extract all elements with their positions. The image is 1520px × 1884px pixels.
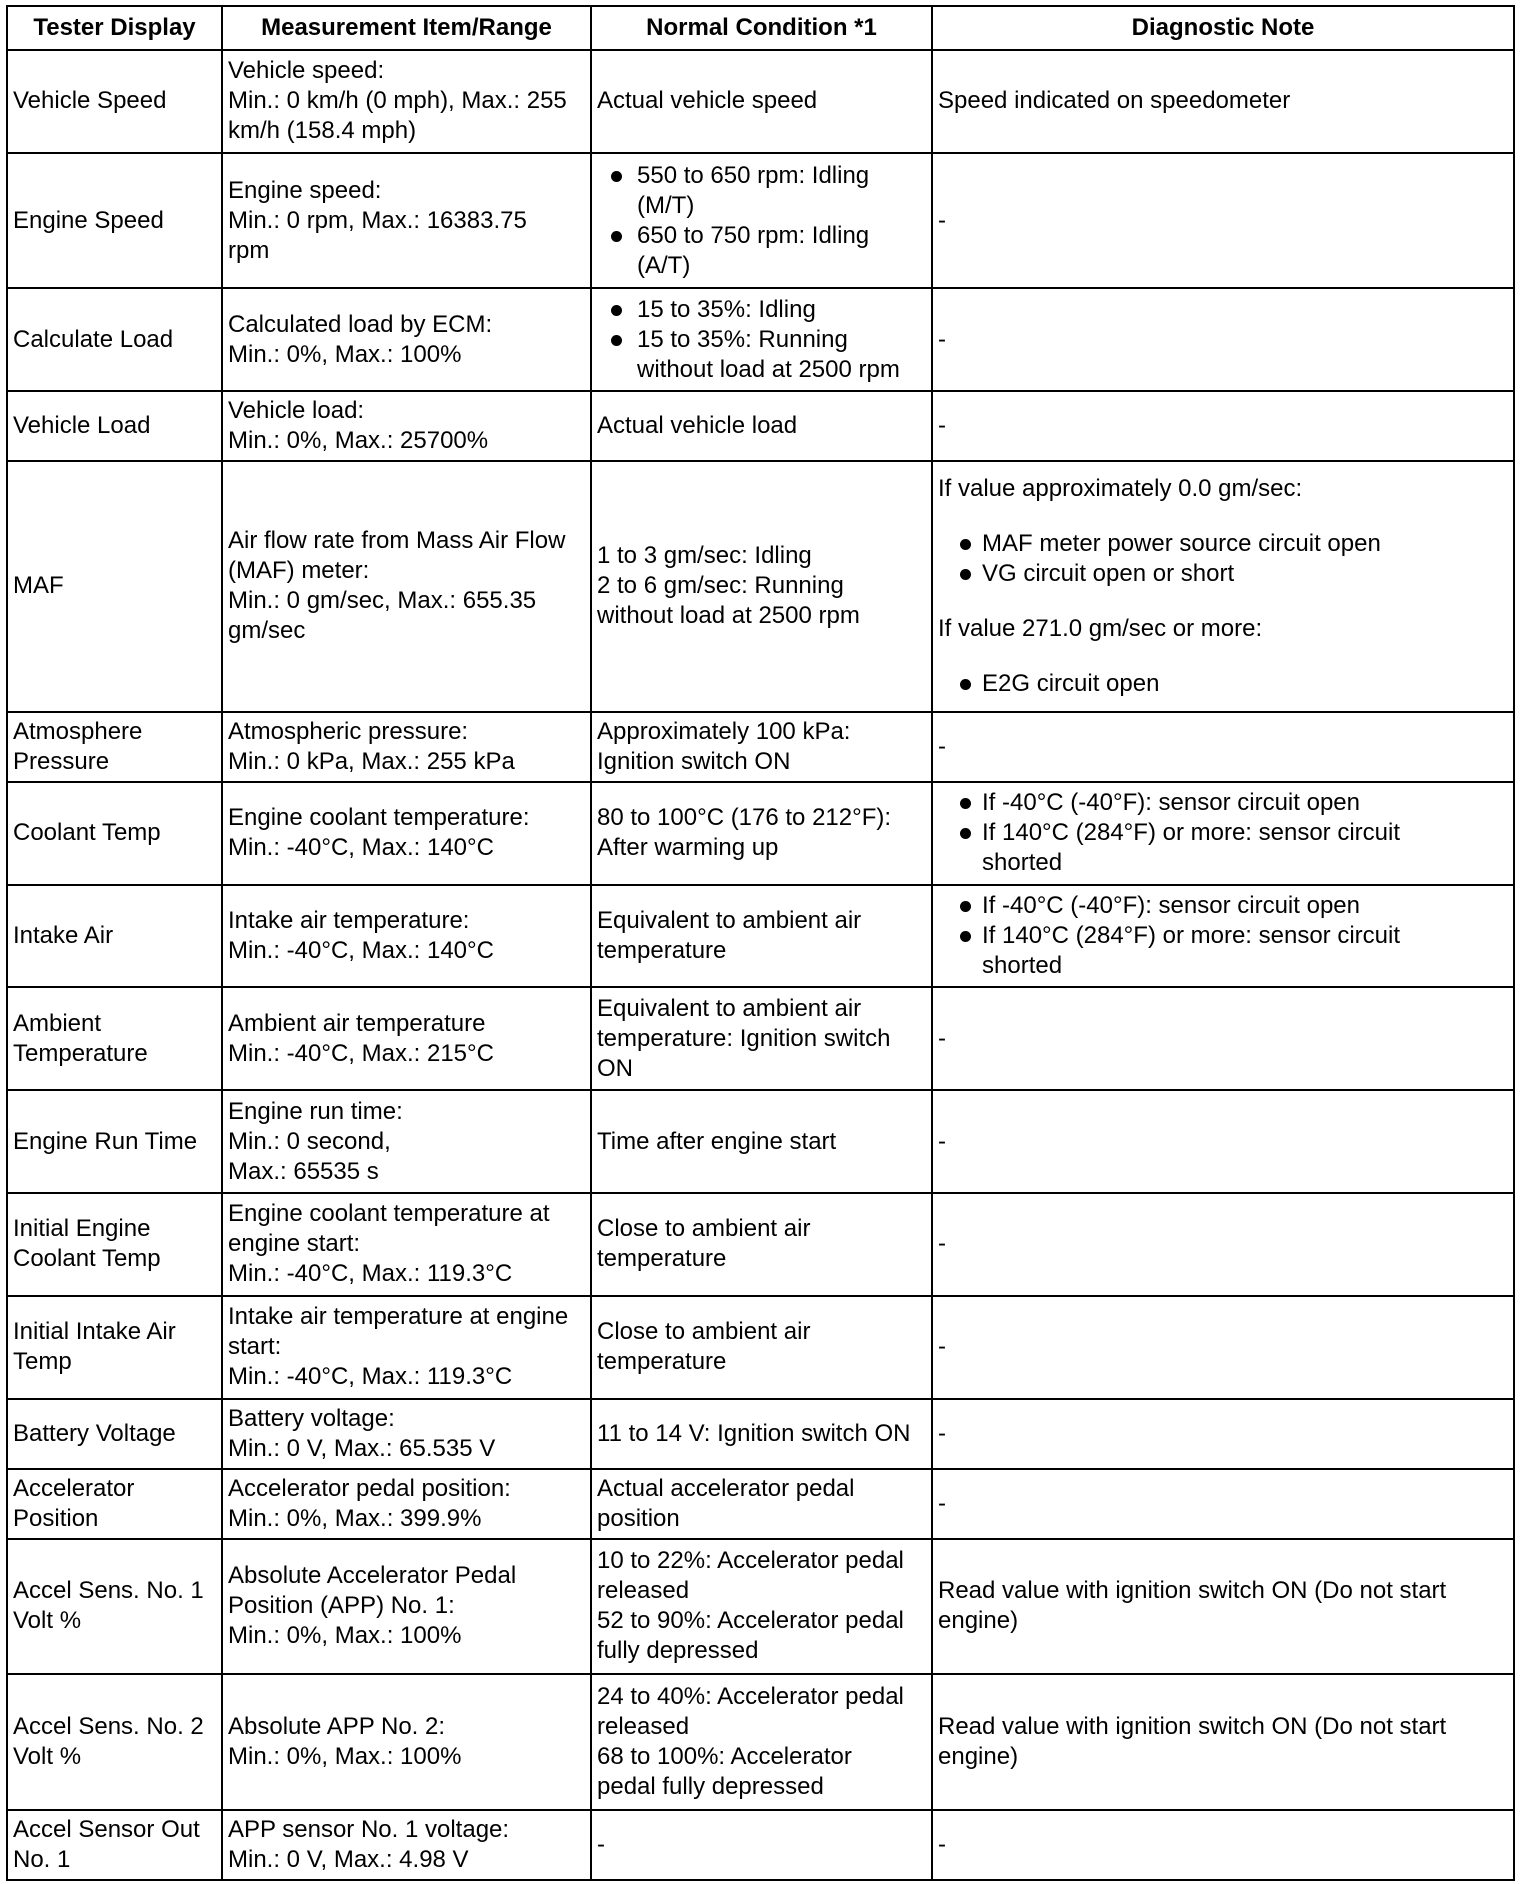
- text-line: Read value with ignition switch ON (Do not start: [938, 1577, 1447, 1605]
- measurement-cell: [222, 712, 591, 782]
- measurement-cell: [222, 782, 591, 885]
- bullet-item: [597, 221, 926, 281]
- bullet-item: [938, 788, 1508, 818]
- bullet-list: [597, 295, 926, 385]
- normal-condition-cell: [591, 782, 932, 885]
- normal-condition-cell: [591, 153, 932, 289]
- text-line: Coolant Temp: [13, 819, 161, 847]
- tester-display-cell: [7, 1090, 222, 1193]
- text-line: APP sensor No. 1 voltage:: [228, 1815, 510, 1843]
- measurement-cell: [222, 1810, 591, 1880]
- text-line: If 140°C (284°F) or more: sensor circuit: [982, 921, 1400, 949]
- text-line: engine start:: [228, 1230, 361, 1258]
- text-line: Actual vehicle speed: [597, 87, 818, 115]
- text-line: Min.: 0 second,: [228, 1127, 391, 1155]
- note-heading: If value approximately 0.0 gm/sec:: [938, 474, 1303, 502]
- measurement-cell: [222, 1296, 591, 1399]
- tester-display-cell: [7, 1539, 222, 1675]
- text-line: Close to ambient air: [597, 1318, 811, 1346]
- table-row: [7, 987, 1514, 1090]
- header-tester-display: Tester Display: [7, 6, 222, 50]
- tester-display-cell: [7, 391, 222, 461]
- text-line: 650 to 750 rpm: Idling: [637, 221, 870, 249]
- table-row: [7, 461, 1514, 711]
- table-row: [7, 1810, 1514, 1880]
- spacer: [938, 504, 1508, 529]
- text-line: Min.: 0 gm/sec, Max.: 655.35: [228, 587, 537, 615]
- diagnostic-note-cell: [932, 1090, 1514, 1193]
- text-line: Absolute Accelerator Pedal: [228, 1562, 517, 1590]
- normal-condition-cell: [591, 288, 932, 391]
- text-line: 550 to 650 rpm: Idling: [637, 161, 870, 189]
- text-line: start:: [228, 1333, 282, 1361]
- text-line: released: [597, 1713, 690, 1741]
- diagnostic-note-cell: [932, 1810, 1514, 1880]
- normal-condition-cell: [591, 1539, 932, 1675]
- text-line: Vehicle speed:: [228, 57, 385, 85]
- text-line: If 140°C (284°F) or more: sensor circuit: [982, 819, 1400, 847]
- text-line: Max.: 65535 s: [228, 1157, 379, 1185]
- text-line: Position: [13, 1504, 99, 1532]
- text-line: pedal fully depressed: [597, 1773, 824, 1801]
- text-line: Equivalent to ambient air: [597, 906, 862, 934]
- text-line: Air flow rate from Mass Air Flow: [228, 527, 566, 555]
- text-line: Min.: -40°C, Max.: 119.3°C: [228, 1363, 513, 1391]
- normal-condition-cell: [591, 1399, 932, 1469]
- table-row: [7, 1193, 1514, 1296]
- diagnostic-note-cell: [932, 1399, 1514, 1469]
- text-line: Intake air temperature:: [228, 906, 470, 934]
- measurement-cell: [222, 1469, 591, 1539]
- bullet-item: [597, 161, 926, 221]
- diagnostic-note-cell: [932, 461, 1514, 711]
- text-line: shorted: [982, 849, 1063, 877]
- normal-condition-cell: [591, 987, 932, 1090]
- text-line: position: [597, 1504, 680, 1532]
- tester-display-cell: [7, 50, 222, 153]
- table-body: [7, 50, 1514, 1880]
- tester-display-cell: [7, 1810, 222, 1880]
- text-line: rpm: [228, 236, 270, 264]
- header-row: [7, 6, 1514, 50]
- text-line: Initial Engine: [13, 1215, 151, 1243]
- measurement-cell: [222, 885, 591, 988]
- measurement-cell: [222, 1539, 591, 1675]
- tester-display-cell: [7, 885, 222, 988]
- text-line: Actual vehicle load: [597, 412, 798, 440]
- measurement-cell: [222, 153, 591, 289]
- normal-condition-cell: [591, 461, 932, 711]
- measurement-cell: [222, 461, 591, 711]
- bullet-item: [597, 325, 926, 385]
- text-line: Min.: -40°C, Max.: 119.3°C: [228, 1260, 513, 1288]
- text-line: Close to ambient air: [597, 1215, 811, 1243]
- bullet-item: [938, 921, 1508, 981]
- text-line: without load at 2500 rpm: [637, 355, 900, 383]
- table-row: [7, 1399, 1514, 1469]
- bullet-list: [938, 788, 1508, 878]
- bullet-item: VG circuit open or short: [938, 559, 1508, 589]
- diagnostic-note-cell: [932, 391, 1514, 461]
- text-line: km/h (158.4 mph): [228, 117, 417, 145]
- text-line: Min.: -40°C, Max.: 215°C: [228, 1039, 494, 1067]
- text-line: -: [938, 1127, 946, 1155]
- text-line: Intake Air: [13, 921, 114, 949]
- text-line: If -40°C (-40°F): sensor circuit open: [982, 789, 1360, 817]
- text-line: Ignition switch ON: [597, 747, 791, 775]
- text-line: Ambient: [13, 1009, 102, 1037]
- diagnostic-note-cell: [932, 1674, 1514, 1810]
- table-row: [7, 1539, 1514, 1675]
- text-line: Approximately 100 kPa:: [597, 717, 851, 745]
- bullet-item: [938, 891, 1508, 921]
- table-row: [7, 1674, 1514, 1810]
- bullet-list: [597, 161, 926, 281]
- text-line: ON: [597, 1054, 633, 1082]
- text-line: temperature: Ignition switch: [597, 1024, 891, 1052]
- tester-display-cell: [7, 1399, 222, 1469]
- header-measurement-item: Measurement Item/Range: [222, 6, 591, 50]
- text-line: Temperature: [13, 1039, 148, 1067]
- header-normal-condition: Normal Condition *1: [591, 6, 932, 50]
- tester-display-cell: [7, 288, 222, 391]
- text-line: 68 to 100%: Accelerator: [597, 1743, 852, 1771]
- table-row: [7, 50, 1514, 153]
- bullet-item: [597, 295, 926, 325]
- text-line: Engine Run Time: [13, 1127, 198, 1155]
- text-line: Battery Voltage: [13, 1419, 176, 1447]
- data-list-table: [6, 5, 1515, 1881]
- text-line: Accel Sensor Out: [13, 1815, 200, 1843]
- normal-condition-cell: [591, 391, 932, 461]
- diagnostic-note-cell: [932, 1469, 1514, 1539]
- text-line: Min.: 0 kPa, Max.: 255 kPa: [228, 747, 515, 775]
- measurement-cell: [222, 987, 591, 1090]
- text-line: Accel Sens. No. 2: [13, 1713, 204, 1741]
- text-line: temperature: [597, 1245, 727, 1273]
- table-row: [7, 1469, 1514, 1539]
- text-line: Min.: -40°C, Max.: 140°C: [228, 834, 494, 862]
- text-line: fully depressed: [597, 1637, 759, 1665]
- measurement-cell: [222, 1674, 591, 1810]
- text-line: Engine speed:: [228, 176, 382, 204]
- text-line: Vehicle Speed: [13, 87, 167, 115]
- tester-display-cell: [7, 782, 222, 885]
- text-line: -: [938, 1333, 946, 1361]
- text-line: Volt %: [13, 1743, 82, 1771]
- note-heading: If value 271.0 gm/sec or more:: [938, 614, 1263, 642]
- text-line: Min.: 0%, Max.: 399.9%: [228, 1504, 482, 1532]
- text-line: Engine run time:: [228, 1097, 403, 1125]
- text-line: Speed indicated on speedometer: [938, 87, 1291, 115]
- measurement-cell: [222, 1193, 591, 1296]
- text-line: No. 1: [13, 1845, 71, 1873]
- normal-condition-cell: [591, 1296, 932, 1399]
- diagnostic-note-cell: [932, 885, 1514, 988]
- text-line: -: [938, 1419, 946, 1447]
- normal-condition-cell: [591, 1090, 932, 1193]
- table-row: [7, 782, 1514, 885]
- tester-display-cell: [7, 153, 222, 289]
- bullet-list: [938, 669, 1508, 699]
- text-line: -: [938, 1830, 946, 1858]
- text-line: 1 to 3 gm/sec: Idling: [597, 542, 812, 570]
- table-row: [7, 153, 1514, 289]
- text-line: 24 to 40%: Accelerator pedal: [597, 1683, 904, 1711]
- table-row: [7, 288, 1514, 391]
- bullet-item: E2G circuit open: [938, 669, 1508, 699]
- bullet-list: [938, 529, 1508, 589]
- text-line: Absolute APP No. 2:: [228, 1713, 446, 1741]
- text-line: Temp: [13, 1348, 72, 1376]
- bullet-item: MAF meter power source circuit open: [938, 529, 1508, 559]
- text-line: Actual accelerator pedal: [597, 1474, 855, 1502]
- text-line: -: [938, 1230, 946, 1258]
- text-line: -: [597, 1830, 605, 1858]
- measurement-cell: [222, 288, 591, 391]
- measurement-cell: [222, 391, 591, 461]
- text-line: Position (APP) No. 1:: [228, 1592, 455, 1620]
- text-line: Accelerator pedal position:: [228, 1474, 511, 1502]
- text-line: gm/sec: [228, 617, 306, 645]
- text-line: Volt %: [13, 1607, 82, 1635]
- header-diagnostic-note: Diagnostic Note: [932, 6, 1514, 50]
- diagnostic-note-cell: [932, 712, 1514, 782]
- normal-condition-cell: [591, 1469, 932, 1539]
- diagnostic-note-cell: [932, 153, 1514, 289]
- measurement-cell: [222, 50, 591, 153]
- text-line: (M/T): [637, 191, 695, 219]
- text-line: 11 to 14 V: Ignition switch ON: [597, 1419, 911, 1447]
- measurement-cell: [222, 1090, 591, 1193]
- text-line: Coolant Temp: [13, 1245, 161, 1273]
- bullet-list: [938, 891, 1508, 981]
- spacer: [938, 589, 1508, 614]
- text-line: without load at 2500 rpm: [597, 602, 860, 630]
- text-line: Min.: 0 V, Max.: 65.535 V: [228, 1434, 496, 1462]
- text-line: Time after engine start: [597, 1127, 837, 1155]
- text-line: Pressure: [13, 747, 110, 775]
- text-line: -: [938, 1024, 946, 1052]
- text-line: MAF: [13, 572, 64, 600]
- text-line: shorted: [982, 951, 1063, 979]
- text-line: temperature: [597, 1348, 727, 1376]
- text-line: Vehicle Load: [13, 412, 151, 440]
- diagnostic-note-cell: [932, 1296, 1514, 1399]
- spacer: [938, 644, 1508, 669]
- text-line: Min.: -40°C, Max.: 140°C: [228, 936, 494, 964]
- text-line: -: [938, 1489, 946, 1517]
- text-line: 15 to 35%: Idling: [637, 295, 816, 323]
- diagnostic-note-cell: [932, 987, 1514, 1090]
- normal-condition-cell: [591, 1810, 932, 1880]
- text-line: Calculate Load: [13, 325, 174, 353]
- diagnostic-note-cell: [932, 1539, 1514, 1675]
- text-line: If -40°C (-40°F): sensor circuit open: [982, 891, 1360, 919]
- bullet-item: [938, 818, 1508, 878]
- text-line: Min.: 0 V, Max.: 4.98 V: [228, 1845, 469, 1873]
- text-line: Engine coolant temperature:: [228, 804, 530, 832]
- tester-display-cell: [7, 461, 222, 711]
- diagnostic-note-cell: [932, 782, 1514, 885]
- table-row: [7, 1090, 1514, 1193]
- table-row: [7, 391, 1514, 461]
- text-line: -: [938, 412, 946, 440]
- text-line: Atmosphere: [13, 717, 143, 745]
- text-line: 52 to 90%: Accelerator pedal: [597, 1607, 904, 1635]
- text-line: Read value with ignition switch ON (Do not start: [938, 1713, 1447, 1741]
- tester-display-cell: [7, 1193, 222, 1296]
- text-line: After warming up: [597, 834, 779, 862]
- diagnostic-note-cell: [932, 50, 1514, 153]
- table-row: [7, 885, 1514, 988]
- text-line: Equivalent to ambient air: [597, 994, 862, 1022]
- text-line: Engine Speed: [13, 206, 164, 234]
- normal-condition-cell: [591, 50, 932, 153]
- text-line: Accelerator: [13, 1474, 135, 1502]
- tester-display-cell: [7, 1674, 222, 1810]
- text-line: -: [938, 732, 946, 760]
- text-line: -: [938, 206, 946, 234]
- text-line: 15 to 35%: Running: [637, 325, 848, 353]
- text-line: Calculated load by ECM:: [228, 310, 493, 338]
- text-line: Min.: 0%, Max.: 100%: [228, 1622, 462, 1650]
- table-row: [7, 712, 1514, 782]
- tester-display-cell: [7, 712, 222, 782]
- normal-condition-cell: [591, 1193, 932, 1296]
- normal-condition-cell: [591, 885, 932, 988]
- tester-display-cell: [7, 987, 222, 1090]
- text-line: 10 to 22%: Accelerator pedal: [597, 1547, 904, 1575]
- text-line: Min.: 0%, Max.: 100%: [228, 1743, 462, 1771]
- diagnostic-note-cell: [932, 288, 1514, 391]
- text-line: (A/T): [637, 251, 691, 279]
- text-line: Vehicle load:: [228, 397, 365, 425]
- text-line: engine): [938, 1607, 1019, 1635]
- text-line: 2 to 6 gm/sec: Running: [597, 572, 844, 600]
- text-line: Min.: 0 km/h (0 mph), Max.: 255: [228, 87, 567, 115]
- text-line: (MAF) meter:: [228, 557, 370, 585]
- text-line: Intake air temperature at engine: [228, 1303, 569, 1331]
- text-line: Ambient air temperature: [228, 1009, 486, 1037]
- text-line: -: [938, 325, 946, 353]
- tester-display-cell: [7, 1296, 222, 1399]
- text-line: Engine coolant temperature at: [228, 1200, 550, 1228]
- text-line: released: [597, 1577, 690, 1605]
- diagnostic-note-cell: [932, 1193, 1514, 1296]
- text-line: Atmospheric pressure:: [228, 717, 469, 745]
- text-line: Min.: 0%, Max.: 25700%: [228, 427, 489, 455]
- text-line: Min.: 0 rpm, Max.: 16383.75: [228, 206, 527, 234]
- text-line: 80 to 100°C (176 to 212°F):: [597, 804, 892, 832]
- text-line: Battery voltage:: [228, 1404, 395, 1432]
- text-line: engine): [938, 1743, 1019, 1771]
- text-line: Accel Sens. No. 1: [13, 1577, 204, 1605]
- normal-condition-cell: [591, 1674, 932, 1810]
- tester-display-cell: [7, 1469, 222, 1539]
- table-row: [7, 1296, 1514, 1399]
- text-line: Initial Intake Air: [13, 1318, 176, 1346]
- text-line: Min.: 0%, Max.: 100%: [228, 340, 462, 368]
- measurement-cell: [222, 1399, 591, 1469]
- text-line: temperature: [597, 936, 727, 964]
- normal-condition-cell: [591, 712, 932, 782]
